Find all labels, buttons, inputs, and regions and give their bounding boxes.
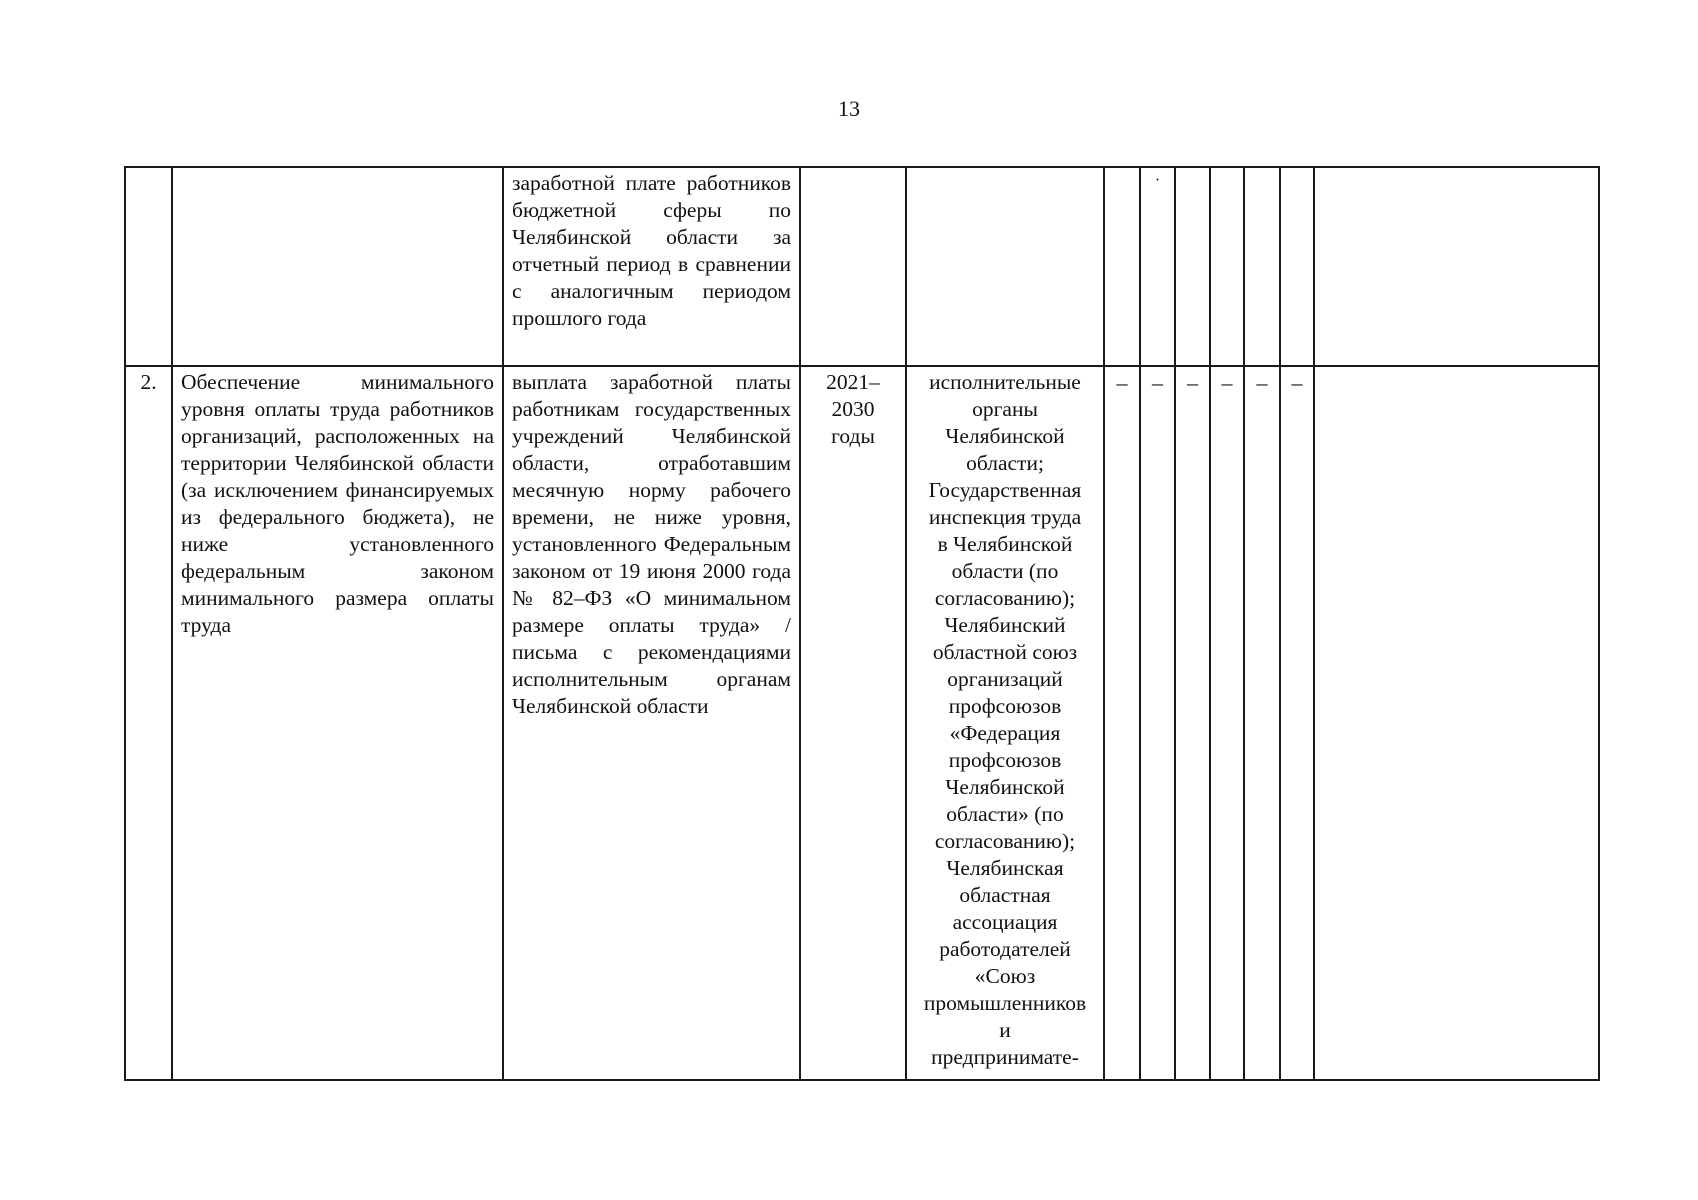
executor-line: Челябинская <box>946 856 1064 880</box>
cell-year-1: – <box>1104 366 1140 1080</box>
cell-year-4: – <box>1210 366 1244 1080</box>
executor-line: предпринимате- <box>931 1045 1079 1069</box>
cell-year-3: – <box>1175 366 1210 1080</box>
executor-line: Челябинской <box>945 775 1065 799</box>
cell-year-4 <box>1210 167 1244 366</box>
executor-line: «Союз <box>974 964 1036 988</box>
executor-line: организаций <box>947 667 1063 691</box>
table-row-2 <box>125 366 1599 1080</box>
cell-year-5: – <box>1244 366 1280 1080</box>
page-number: 13 <box>838 96 860 121</box>
table-row-continuation <box>125 167 1599 366</box>
cell-activity <box>172 167 503 366</box>
executor-line: органы <box>972 397 1038 421</box>
cell-year-3 <box>1175 167 1210 366</box>
cell-indicator: заработной плате работников бюджетной сферы по Челябинской области за отчетный период в сравнении с аналогичным периодом прошлого года <box>503 167 800 366</box>
cell-year-6 <box>1280 167 1314 366</box>
cell-number <box>125 167 172 366</box>
executor-line: Челябинской <box>945 424 1065 448</box>
executor-line: областная <box>959 883 1051 907</box>
cell-year-1 <box>1104 167 1140 366</box>
executor-line: инспекция труда <box>928 505 1082 529</box>
cell-activity: Обеспечение минимального уровня оплаты труда работников организаций, расположенных на территории Челябинской области (за исключением финансируемых из федерального бюджета), не ниже установленного федеральным законом минимального размера оплаты труда <box>172 366 503 1080</box>
cell-indicator: выплата заработной платы работникам государственных учреждений Челябинской области, отработавшим месячную норму рабочего времени, не ниже уровня, установленного Федеральным законом от 19 июня 2000 года № 82–ФЗ «О минимальном размере оплаты труда» / письма с рекомендациями исполнительным органам Челябинской области <box>503 366 800 1080</box>
cell-year-6: – <box>1280 366 1314 1080</box>
cell-period: 2021–2030 годы <box>800 366 906 1080</box>
executor-line: согласованию); <box>934 586 1076 610</box>
executor-line: Челябинский <box>944 613 1066 637</box>
executor-line: профсоюзов <box>948 748 1062 772</box>
executor-line: области (по <box>951 559 1059 583</box>
executor-line: областной союз <box>932 640 1078 664</box>
executor-line: работодателей <box>939 937 1071 961</box>
executor-line: профсоюзов <box>948 694 1062 718</box>
executor-line: ассоциация <box>952 910 1058 934</box>
executor-line: области» (по <box>946 802 1064 826</box>
cell-executors <box>906 366 1104 1080</box>
executor-line: в Челябинской <box>937 532 1073 556</box>
cell-period <box>800 167 906 366</box>
cell-notes <box>1314 366 1599 1080</box>
executor-line: и <box>999 1018 1011 1042</box>
executor-line: области; <box>966 451 1044 475</box>
cell-year-2 <box>1140 167 1175 366</box>
executor-line: согласованию); <box>934 829 1076 853</box>
executor-line: «Федерация <box>949 721 1061 745</box>
executor-line: исполнительные <box>929 370 1081 394</box>
dot-mark: · <box>1154 172 1161 189</box>
executor-line: Государственная <box>928 478 1082 502</box>
cell-number: 2. <box>125 366 172 1080</box>
executor-line: промышленников <box>923 991 1087 1015</box>
cell-year-2: – <box>1140 366 1175 1080</box>
cell-year-5 <box>1244 167 1280 366</box>
cell-executors <box>906 167 1104 366</box>
cell-notes <box>1314 167 1599 366</box>
measures-table <box>124 166 1600 1081</box>
